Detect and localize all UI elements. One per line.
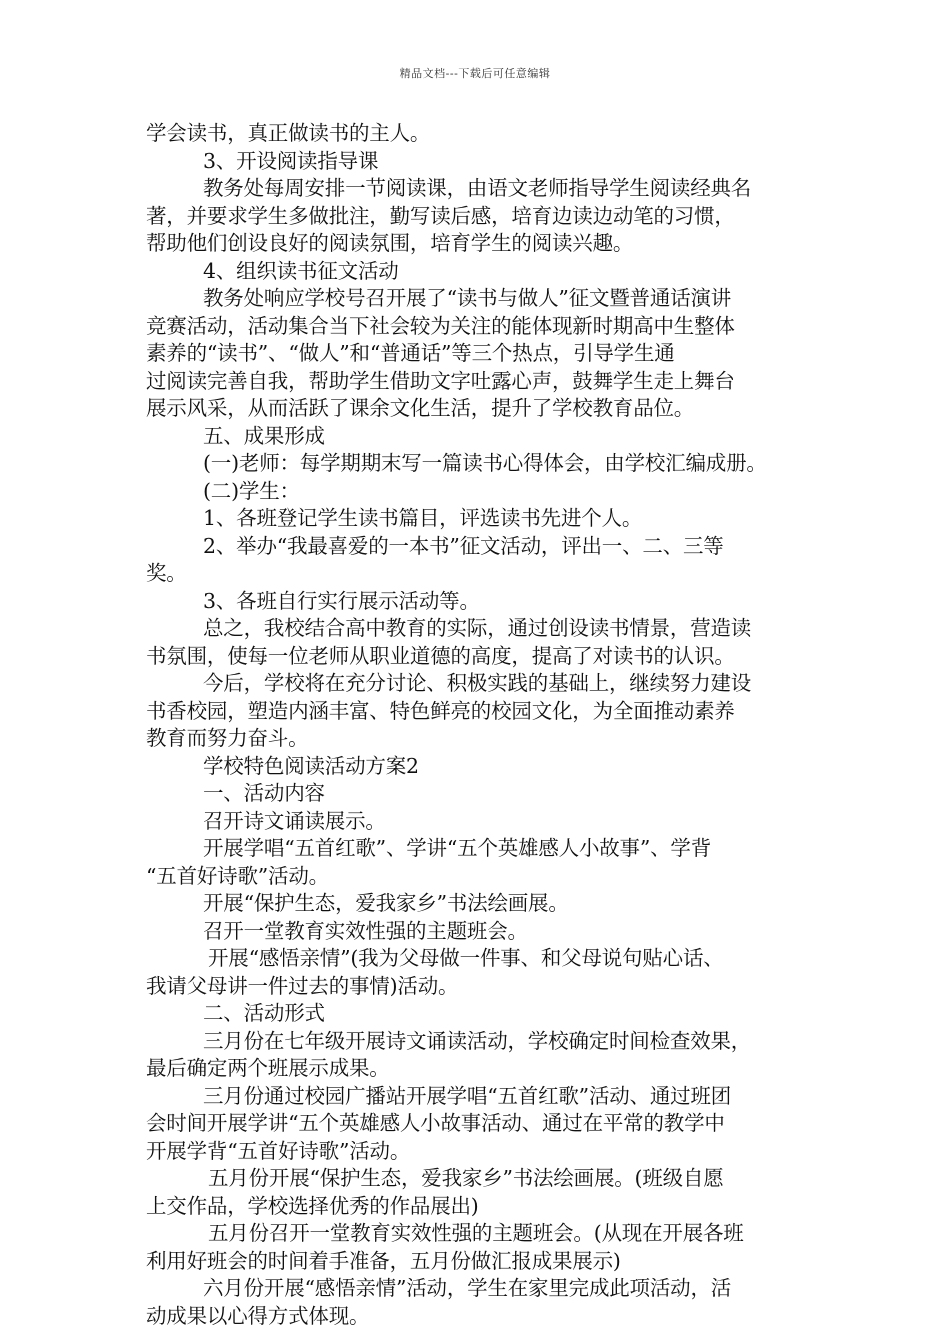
- text-line: 书香校园，塑造内涵丰富、特色鲜亮的校园文化，为全面推动素养: [146, 698, 735, 723]
- text-line: 三月份通过校园广播站开展学唱“五首红歌”活动、通过班团: [203, 1083, 732, 1108]
- text-line: 总之，我校结合高中教育的实际，通过创设读书情景，营造读: [203, 616, 752, 640]
- text-line: 教务处每周安排一节阅读课，由语文老师指导学生阅读经典名: [203, 176, 752, 200]
- text-line: 五、成果形成: [203, 423, 325, 448]
- text-line: 今后，学校将在充分讨论、积极实践的基础上，继续努力建设: [203, 671, 752, 695]
- text-line: 召开一堂教育实效性强的主题班会。: [203, 918, 528, 943]
- text-line: 开展“感悟亲情”(我为父母做一件事、和父母说句贴心话、: [208, 946, 724, 970]
- text-line: 教育而努力奋斗。: [146, 726, 309, 750]
- text-line: 我请父母讲一件过去的事情)活动。: [146, 973, 459, 998]
- text-line: 2、举办“我最喜爱的一本书”征文活动，评出一、二、三等: [203, 533, 724, 558]
- text-line: 二、活动形式: [203, 1001, 325, 1025]
- text-line: 会时间开展学讲“五个英雄感人小故事活动、通过在平常的教学中: [146, 1111, 725, 1135]
- text-line: 最后确定两个班展示成果。: [146, 1056, 390, 1080]
- text-line: 开展“保护生态，爱我家乡”书法绘画展。: [203, 891, 569, 915]
- text-line: 一、活动内容: [203, 781, 325, 805]
- text-line: 上交作品，学校选择优秀的作品展出): [146, 1193, 479, 1218]
- text-line: 利用好班会的时间着手准备，五月份做汇报成果展示): [146, 1248, 621, 1273]
- text-line: 召开诗文诵读展示。: [203, 808, 386, 833]
- text-line: 开展学背“五首好诗歌”活动。: [146, 1138, 411, 1163]
- text-line: 过阅读完善自我，帮助学生借助文字吐露心声，鼓舞学生走上舞台: [146, 368, 735, 393]
- text-line: 三月份在七年级开展诗文诵读活动，学校确定时间检查效果，: [203, 1028, 752, 1053]
- text-line: 1、各班登记学生读书篇目，评选读书先进个人。: [203, 506, 643, 530]
- text-line: 开展学唱“五首红歌”、学讲“五个英雄感人小故事”、学背: [203, 836, 712, 860]
- text-line: 3、各班自行实行展示活动等。: [203, 588, 480, 613]
- text-line: 学会读书，真正做读书的主人。: [146, 121, 431, 145]
- document-body: [146, 120, 810, 1330]
- text-line: 展示风采，从而活跃了课余文化生活，提升了学校教育品位。: [146, 396, 695, 420]
- text-line: “五首好诗歌”活动。: [146, 863, 329, 888]
- text-line: 动成果以心得方式体现。: [146, 1303, 370, 1328]
- text-line: 素养的“读书”、“做人”和“普通话”等三个热点，引导学生通: [146, 341, 675, 365]
- text-line: 教务处响应学校号召开展了“读书与做人”征文暨普通话演讲: [203, 286, 732, 310]
- text-line: 书氛围，使每一位老师从职业道德的高度，提高了对读书的认识。: [146, 643, 735, 668]
- text-line: 4、组织读书征文活动: [203, 258, 399, 283]
- text-line: 奖。: [146, 561, 187, 585]
- text-line: 著，并要求学生多做批注，勤写读后感，培育边读边动笔的习惯，: [146, 203, 735, 228]
- text-line: 竞赛活动，活动集合当下社会较为关注的能体现新时期高中生整体: [146, 313, 735, 338]
- page-header: 精品文档---下载后可任意编辑: [399, 67, 551, 80]
- text-line: (一)老师：每学期期末写一篇读书心得体会，由学校汇编成册。: [203, 451, 767, 475]
- text-line: 帮助他们创设良好的阅读氛围，培育学生的阅读兴趣。: [146, 231, 634, 255]
- text-line: 3、开设阅读指导课: [203, 148, 379, 173]
- text-line: 五月份召开一堂教育实效性强的主题班会。(从现在开展各班: [208, 1221, 744, 1245]
- text-line: 学校特色阅读活动方案2: [203, 753, 419, 778]
- text-line: 六月份开展“感悟亲情”活动，学生在家里完成此项活动，活: [203, 1276, 732, 1300]
- text-line: (二)学生：: [203, 478, 300, 503]
- text-line: 五月份开展“保护生态，爱我家乡”书法绘画展。(班级自愿: [208, 1166, 724, 1190]
